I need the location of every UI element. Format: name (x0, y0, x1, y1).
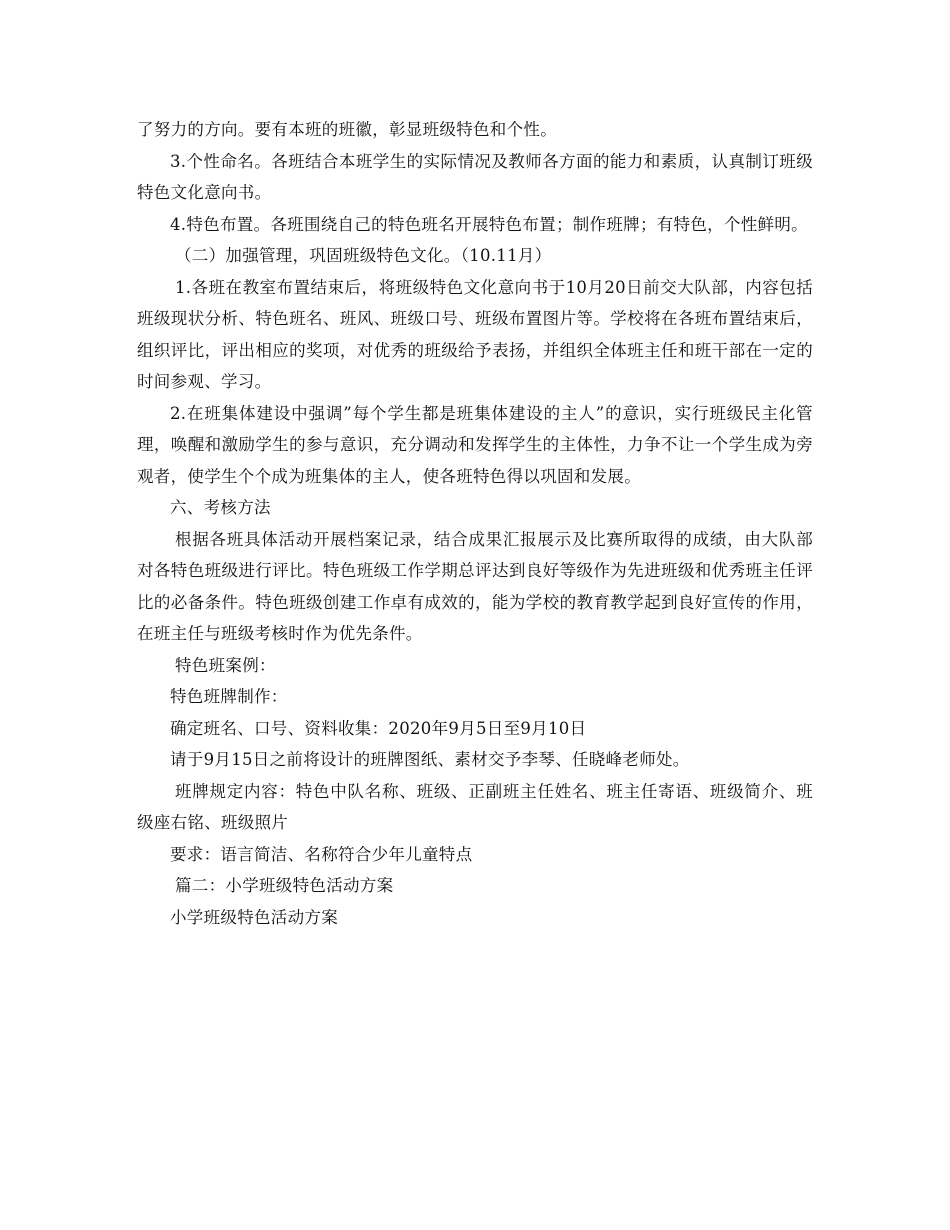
paragraph-item-3: 3.个性命名。各班结合本班学生的实际情况及教师各方面的能力和素质，认真制订班级特色文化意向书。 (137, 151, 813, 202)
article-two-title: 小学班级特色活动方案 (170, 907, 338, 927)
paragraph-item-4: 4.特色布置。各班围绕自己的特色班名开展特色布置；制作班牌；有特色，个性鲜明。 (170, 214, 808, 234)
section-heading-6: 六、考核方法 (170, 498, 271, 517)
article-two-heading: 篇二：小学班级特色活动方案 (175, 876, 394, 895)
case-schedule: 确定班名、口号、资料收集：2020年9月5日至9月10日 (170, 718, 587, 738)
case-sign-content: 班牌规定内容：特色中队名称、班级、正副班主任姓名、班主任寄语、班级简介、班级座右铭、班级照片 (137, 781, 813, 832)
paragraph-continuation: 了努力的方向。要有本班的班徽，彰显班级特色和个性。 (137, 120, 557, 139)
section-heading-2: （二）加强管理，巩固班级特色文化。（10.11月） (175, 246, 552, 265)
paragraph-management-1: 1.各班在教室布置结束后，将班级特色文化意向书于10月20日前交大队部，内容包括班级现状分析、特色班名、班风、班级口号、班级布置图片等。学校将在各班布置结束后，组织评比，评出相应的奖项，对优秀的班级给予表扬，并组织全体班主任和班干部在一定的时间参观、学习。 (137, 277, 813, 391)
paragraph-assessment: 根据各班具体活动开展档案记录，结合成果汇报展示及比赛所取得的成绩，由大队部对各特色班级进行评比。特色班级工作学期总评达到良好等级作为先进班级和优秀班主任评比的必备条件。特色班级创建工作卓有成效的，能为学校的教育教学起到良好宣传的作用，在班主任与班级考核时作为优先条件。 (137, 529, 813, 643)
case-heading: 特色班案例： (175, 655, 276, 675)
document-body (137, 114, 813, 933)
case-sign-making: 特色班牌制作： (170, 687, 288, 706)
case-requirements: 要求：语言简洁、名称符合少年儿童特点 (170, 844, 473, 864)
case-submission: 请于9月15日之前将设计的班牌图纸、素材交予李琴、任晓峰老师处。 (170, 750, 690, 769)
paragraph-management-2: 2.在班集体建设中强调”每个学生都是班集体建设的主人”的意识，实行班级民主化管理，唤醒和激励学生的参与意识，充分调动和发挥学生的主体性，力争不让一个学生成为旁观者，使学生个个成为班集体的主人，使各班特色得以巩固和发展。 (137, 403, 813, 486)
